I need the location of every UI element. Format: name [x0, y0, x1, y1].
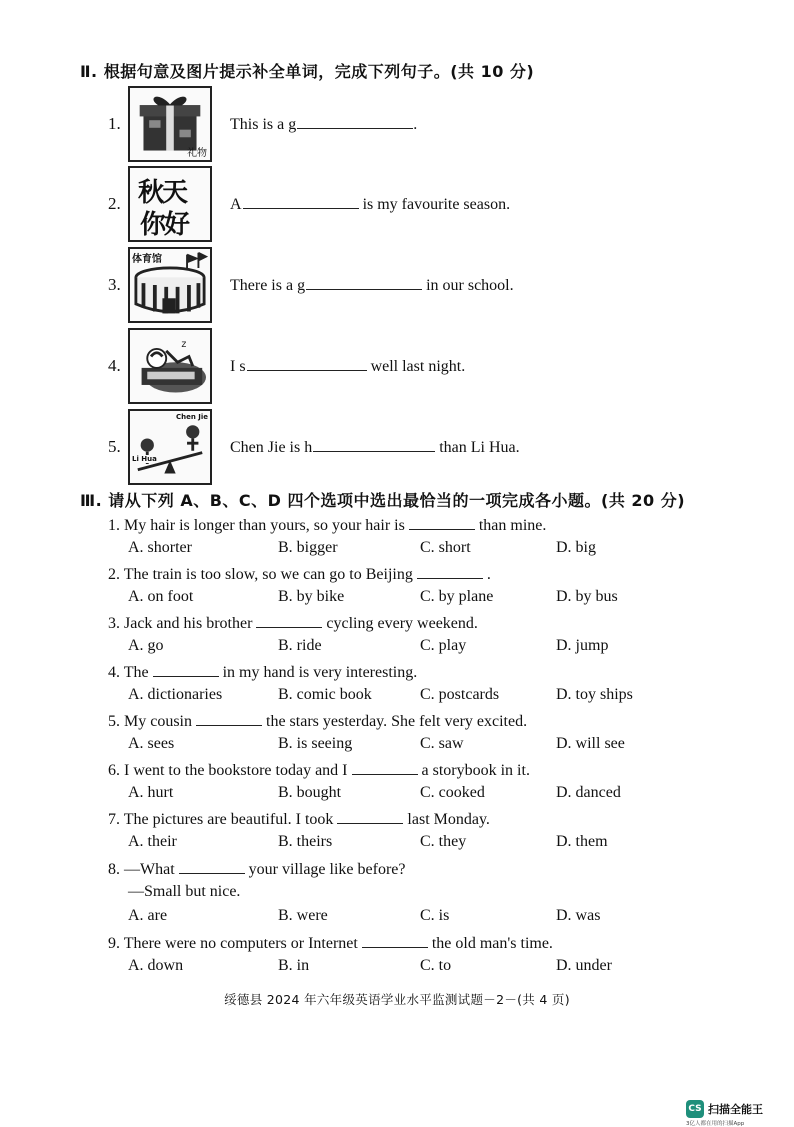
stem-text: —What — [124, 861, 179, 878]
option-d[interactable]: D. them — [556, 833, 608, 850]
option-d[interactable]: D. big — [556, 539, 596, 556]
option-d[interactable]: D. by bus — [556, 588, 618, 605]
question-stem — [108, 933, 728, 957]
option-b[interactable]: B. comic book — [278, 686, 372, 703]
stem-text: There were no computers or Internet — [123, 935, 362, 952]
calligraphy-line-1: 秋天 — [138, 178, 187, 208]
option-c[interactable]: C. to — [420, 957, 452, 974]
option-row — [108, 784, 728, 808]
question-number: 1. — [108, 114, 121, 133]
answer-blank[interactable] — [247, 356, 367, 371]
calligraphy-line-2: 你好 — [140, 210, 189, 240]
sentence-start: There is a g — [230, 277, 306, 294]
sentence-start: Chen Jie is h — [230, 439, 313, 456]
question-stem — [108, 515, 728, 539]
picture-sentence — [230, 114, 417, 134]
scanner-tagline: 3亿人都在用的扫描App — [686, 1121, 745, 1127]
stem-text: I went to the bookstore today and I — [124, 762, 352, 779]
section-3-title: Ⅲ. 请从下列 A、B、C、D 四个选项中选出最恰当的一项完成各小题。(共 20 分) — [80, 491, 686, 510]
option-row — [108, 907, 728, 931]
picture-question-5 — [108, 409, 748, 489]
answer-blank[interactable] — [313, 437, 435, 452]
answer-blank[interactable] — [179, 859, 245, 874]
answer-blank[interactable] — [417, 564, 483, 579]
option-b[interactable]: B. in — [278, 957, 310, 974]
mc-question-8 — [108, 859, 728, 931]
answer-blank[interactable] — [297, 114, 413, 129]
picture-question-1 — [108, 86, 748, 166]
stem-text: the old man's time. — [427, 935, 553, 952]
sentence-end: . — [413, 116, 418, 133]
question-number: 2. — [108, 194, 121, 213]
picture-label-li-hua: Li Hua — [132, 455, 157, 463]
scanner-app-name: 扫描全能王 — [708, 1103, 763, 1116]
stem-text: The — [123, 664, 153, 681]
stem-text: My hair is longer than yours, so your hair is — [124, 517, 409, 534]
sentence-end: well last night. — [366, 358, 466, 375]
picture-sentence — [230, 356, 465, 376]
sentence-start: I s — [230, 358, 246, 375]
question-stem — [108, 564, 728, 588]
gift-icon — [128, 86, 212, 162]
option-c[interactable]: C. by plane — [420, 588, 494, 605]
option-d[interactable]: D. toy ships — [556, 686, 633, 703]
scanner-logo-icon: CS — [686, 1100, 704, 1118]
question-stem — [108, 859, 728, 883]
option-d[interactable]: D. will see — [556, 735, 625, 752]
question-number: 1. — [108, 517, 120, 534]
dialogue-reply: —Small but nice. — [128, 883, 241, 900]
scanner-watermark — [686, 1100, 786, 1127]
stem-text: The train is too slow, so we can go to Beijing — [123, 566, 417, 583]
question-number: 3. — [108, 275, 121, 294]
sleeping-icon — [128, 328, 212, 404]
stem-text: cycling every weekend. — [322, 615, 478, 632]
option-b[interactable]: B. bought — [278, 784, 342, 801]
question-number: 2. — [108, 566, 120, 583]
sentence-start: A — [230, 196, 242, 213]
option-c[interactable]: C. short — [420, 539, 471, 556]
question-stem — [108, 613, 728, 637]
option-a[interactable]: A. dictionaries — [128, 686, 223, 703]
sentence-end: than Li Hua. — [435, 439, 520, 456]
option-row — [108, 833, 728, 857]
picture-sentence — [230, 437, 520, 457]
answer-blank[interactable] — [196, 711, 262, 726]
answer-blank[interactable] — [337, 809, 403, 824]
answer-blank[interactable] — [362, 933, 428, 948]
option-a[interactable]: A. go — [128, 637, 164, 654]
stem-text: . — [482, 566, 491, 583]
stem-text: Jack and his brother — [124, 615, 257, 632]
sentence-end: is my favourite season. — [358, 196, 511, 213]
option-a[interactable]: A. on foot — [128, 588, 194, 605]
option-a[interactable]: A. are — [128, 907, 168, 924]
option-row — [108, 957, 728, 981]
option-c[interactable]: C. is — [420, 907, 450, 924]
option-b[interactable]: B. ride — [278, 637, 322, 654]
question-number: 5. — [108, 713, 120, 730]
sentence-end: in our school. — [422, 277, 514, 294]
question-number: 4. — [108, 356, 121, 375]
question-number: 6. — [108, 762, 120, 779]
option-b[interactable]: B. is seeing — [278, 735, 353, 752]
stem-text: than mine. — [474, 517, 547, 534]
option-c[interactable]: C. play — [420, 637, 467, 654]
answer-blank[interactable] — [306, 275, 422, 290]
stem-text: The pictures are beautiful. I took — [123, 811, 338, 828]
option-a[interactable]: A. hurt — [128, 784, 174, 801]
stem-text: last Monday. — [403, 811, 490, 828]
stem-text: a storybook in it. — [417, 762, 530, 779]
option-a[interactable]: A. their — [128, 833, 177, 850]
question-number: 5. — [108, 437, 121, 456]
picture-question-4 — [108, 328, 748, 408]
question-stem — [108, 760, 728, 784]
page-footer: 绥德县 2024 年六年级英语学业水平监测试题－2－(共 4 页) — [224, 992, 570, 1007]
mc-question-4 — [108, 662, 728, 710]
question-number: 3. — [108, 615, 120, 632]
answer-blank[interactable] — [256, 613, 322, 628]
picture-question-2 — [108, 166, 748, 246]
question-number: 7. — [108, 811, 120, 828]
mc-question-6 — [108, 760, 728, 808]
picture-question-3 — [108, 247, 748, 327]
question-stem — [108, 662, 728, 686]
question-stem — [108, 809, 728, 833]
option-b[interactable]: B. by bike — [278, 588, 345, 605]
answer-blank[interactable] — [153, 662, 219, 677]
option-row — [108, 637, 728, 661]
option-a[interactable]: A. shorter — [128, 539, 192, 556]
stem-text: My cousin — [124, 713, 196, 730]
svg-text:z: z — [181, 339, 187, 351]
option-a[interactable]: A. sees — [128, 735, 175, 752]
option-row — [108, 735, 728, 759]
answer-blank[interactable] — [352, 760, 418, 775]
section-2-title: Ⅱ. 根据句意及图片提示补全单词，完成下列句子。(共 10 分) — [80, 62, 535, 81]
option-c[interactable]: C. postcards — [420, 686, 500, 703]
question-number: 8. — [108, 861, 120, 878]
option-row — [108, 686, 728, 710]
option-row — [108, 588, 728, 612]
option-b[interactable]: B. theirs — [278, 833, 333, 850]
question-number: 9. — [108, 935, 120, 952]
picture-sentence — [230, 194, 510, 214]
option-c[interactable]: C. they — [420, 833, 467, 850]
option-d[interactable]: D. under — [556, 957, 612, 974]
picture-sentence — [230, 275, 514, 295]
option-d[interactable]: D. jump — [556, 637, 609, 654]
question-number: 4. — [108, 664, 120, 681]
answer-blank[interactable] — [243, 194, 359, 209]
picture-caption: 体育馆 — [132, 250, 162, 265]
mc-question-3 — [108, 613, 728, 661]
option-c[interactable]: C. saw — [420, 735, 464, 752]
option-row — [108, 539, 728, 563]
option-d[interactable]: D. danced — [556, 784, 621, 801]
picture-label-chen-jie: Chen Jie — [175, 413, 208, 421]
question-stem — [108, 711, 728, 735]
mc-question-5 — [108, 711, 728, 759]
option-b[interactable]: B. were — [278, 907, 328, 924]
mc-question-1 — [108, 515, 728, 563]
option-c[interactable]: C. cooked — [420, 784, 485, 801]
picture-caption: 礼物 — [187, 148, 207, 159]
answer-blank[interactable] — [409, 515, 475, 530]
gym-icon — [128, 247, 212, 323]
mc-question-7 — [108, 809, 728, 857]
stem-text: your village like before? — [244, 861, 406, 878]
seesaw-icon — [128, 409, 212, 485]
stem-text: in my hand is very interesting. — [218, 664, 418, 681]
autumn-calligraphy-icon — [128, 166, 212, 242]
sentence-start: This is a g — [230, 116, 297, 133]
mc-question-2 — [108, 564, 728, 612]
option-b[interactable]: B. bigger — [278, 539, 338, 556]
option-d[interactable]: D. was — [556, 907, 601, 924]
stem-text: the stars yesterday. She felt very excited. — [262, 713, 528, 730]
option-a[interactable]: A. down — [128, 957, 184, 974]
mc-question-9 — [108, 933, 728, 981]
